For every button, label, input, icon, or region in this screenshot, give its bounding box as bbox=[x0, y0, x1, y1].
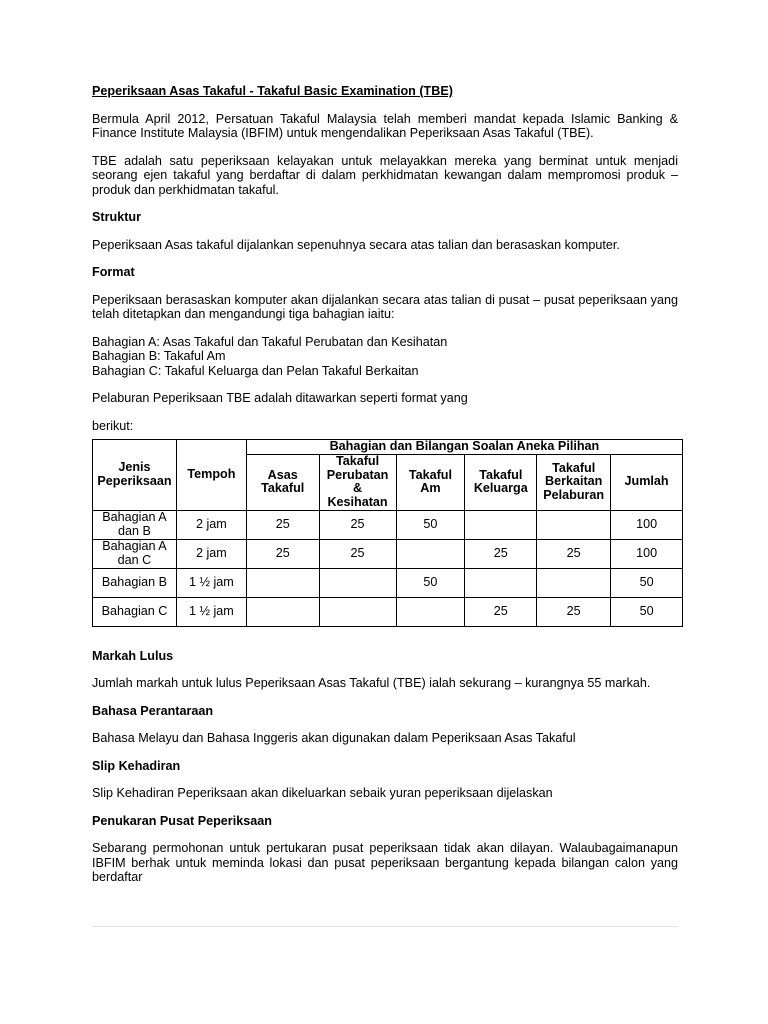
slip-heading: Slip Kehadiran bbox=[92, 758, 181, 773]
bahasa-heading: Bahasa Perantaraan bbox=[92, 703, 214, 718]
penukaran-text: Sebarang permohonan untuk pertukaran pusat peperiksaan tidak akan dilayan. Walaubagaimanapun IBFIM berhak untuk meminda lokasi dan pusat peperiksaan bergantung kepada bilangan calon yang berdaftar bbox=[92, 841, 678, 884]
cell-jumlah: 50 bbox=[611, 597, 683, 626]
berikut-text: berikut: bbox=[92, 418, 134, 433]
table-row bbox=[93, 510, 683, 539]
cell-berkaitan: 25 bbox=[537, 539, 611, 568]
cell-am: 50 bbox=[396, 510, 465, 539]
cell-asas bbox=[246, 597, 319, 626]
cell-asas bbox=[246, 568, 319, 597]
table-row bbox=[93, 597, 683, 626]
cell-tempoh: 1 ½ jam bbox=[176, 568, 246, 597]
format-parts bbox=[92, 335, 678, 379]
cell-tempoh: 2 jam bbox=[176, 510, 246, 539]
cell-perubatan bbox=[319, 597, 396, 626]
cell-keluarga: 25 bbox=[465, 539, 537, 568]
divider bbox=[92, 926, 678, 927]
markah-heading: Markah Lulus bbox=[92, 648, 174, 663]
cell-keluarga: 25 bbox=[465, 597, 537, 626]
cell-perubatan: 25 bbox=[319, 539, 396, 568]
format-text: Peperiksaan berasaskan komputer akan dijalankan secara atas talian di pusat – pusat peperiksaan yang telah ditetapkan dan mengandungi tiga bahagian iaitu: bbox=[92, 292, 678, 321]
header-jenis: Jenis Peperiksaan bbox=[93, 440, 177, 511]
document bbox=[92, 84, 678, 898]
table-row bbox=[93, 539, 683, 568]
part-b: Bahagian B: Takaful Am bbox=[92, 349, 226, 363]
struktur-heading: Struktur bbox=[92, 210, 141, 224]
header-berkaitan: Takaful Berkaitan Pelaburan bbox=[537, 454, 611, 510]
cell-jumlah: 50 bbox=[611, 568, 683, 597]
format-heading: Format bbox=[92, 265, 135, 279]
cell-berkaitan bbox=[537, 568, 611, 597]
header-asas: Asas Takaful bbox=[246, 454, 319, 510]
cell-perubatan bbox=[319, 568, 396, 597]
intro-paragraph-2: TBE adalah satu peperiksaan kelayakan untuk melayakkan mereka yang berminat untuk menjadi seorang ejen takaful yang berdaftar di dalam perkhidmatan kewangan dalam mempromosi produk – produk dan perkhidmatan takaful. bbox=[92, 153, 678, 197]
cell-keluarga bbox=[465, 510, 537, 539]
cell-am bbox=[396, 539, 465, 568]
cell-jenis: Bahagian A dan C bbox=[93, 539, 177, 568]
cell-am: 50 bbox=[396, 568, 465, 597]
bahasa-text: Bahasa Melayu dan Bahasa Inggeris akan digunakan dalam Peperiksaan Asas Takaful bbox=[92, 731, 576, 745]
cell-jumlah: 100 bbox=[611, 510, 683, 539]
cell-berkaitan: 25 bbox=[537, 597, 611, 626]
part-a: Bahagian A: Asas Takaful dan Takaful Perubatan dan Kesihatan bbox=[92, 334, 448, 349]
cell-perubatan: 25 bbox=[319, 510, 396, 539]
penukaran-heading: Penukaran Pusat Peperiksaan bbox=[92, 813, 272, 828]
cell-am bbox=[396, 597, 465, 626]
cell-jenis: Bahagian B bbox=[93, 568, 177, 597]
struktur-text: Peperiksaan Asas takaful dijalankan sepenuhnya secara atas talian dan berasaskan komputer. bbox=[92, 237, 620, 252]
cell-jenis: Bahagian A dan B bbox=[93, 510, 177, 539]
cell-jenis: Bahagian C bbox=[93, 597, 177, 626]
intro-paragraph-1: Bermula April 2012, Persatuan Takaful Malaysia telah memberi mandat kepada Islamic Banking & Finance Institute Malaysia (IBFIM) untuk mengendalikan Peperiksaan Asas Takaful (TBE). bbox=[92, 111, 678, 140]
exam-table bbox=[92, 439, 683, 627]
header-jumlah: Jumlah bbox=[611, 454, 683, 510]
cell-keluarga bbox=[465, 568, 537, 597]
slip-text: Slip Kehadiran Peperiksaan akan dikeluarkan sebaik yuran peperiksaan dijelaskan bbox=[92, 786, 553, 800]
header-group: Bahagian dan Bilangan Soalan Aneka Pilihan bbox=[246, 440, 682, 455]
markah-text: Jumlah markah untuk lulus Peperiksaan Asas Takaful (TBE) ialah sekurang – kurangnya 55 markah. bbox=[92, 676, 651, 690]
cell-asas: 25 bbox=[246, 510, 319, 539]
cell-asas: 25 bbox=[246, 539, 319, 568]
header-perubatan: Takaful Perubatan & Kesihatan bbox=[319, 454, 396, 510]
page-title: Peperiksaan Asas Takaful - Takaful Basic Examination (TBE) bbox=[92, 84, 453, 98]
cell-jumlah: 100 bbox=[611, 539, 683, 568]
cell-tempoh: 1 ½ jam bbox=[176, 597, 246, 626]
header-am: Takaful Am bbox=[396, 454, 465, 510]
part-c: Bahagian C: Takaful Keluarga dan Pelan Takaful Berkaitan bbox=[92, 363, 419, 378]
header-tempoh: Tempoh bbox=[176, 440, 246, 511]
table-row bbox=[93, 568, 683, 597]
pelaburan-text: Pelaburan Peperiksaan TBE adalah ditawarkan seperti format yang bbox=[92, 391, 468, 405]
header-keluarga: Takaful Keluarga bbox=[465, 454, 537, 510]
cell-tempoh: 2 jam bbox=[176, 539, 246, 568]
cell-berkaitan bbox=[537, 510, 611, 539]
